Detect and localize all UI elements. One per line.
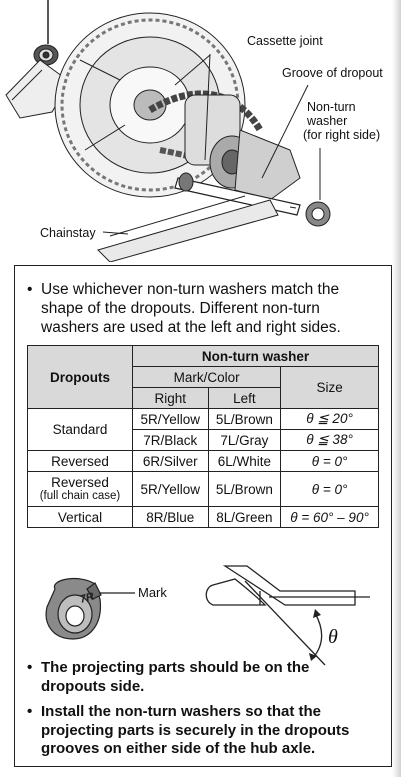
label-groove-of-dropout: Groove of dropout bbox=[282, 66, 383, 80]
cell-left: 6L/White bbox=[208, 451, 281, 472]
header-right: Right bbox=[133, 388, 209, 409]
dropout-reversed-fcc-line2: (full chain case) bbox=[39, 490, 121, 502]
bullet: • bbox=[27, 659, 33, 676]
label-washer-line1: Non-turn bbox=[307, 100, 356, 114]
cell-size: θ ≦ 38° bbox=[281, 430, 379, 451]
label-chainstay: Chainstay bbox=[40, 226, 96, 240]
label-washer-line2: washer bbox=[307, 114, 348, 128]
cell-size: θ = 0° bbox=[281, 472, 379, 507]
washer-stamp: 7R bbox=[78, 590, 96, 606]
right-non-turn-washer bbox=[306, 202, 330, 226]
dropout-vertical: Vertical bbox=[28, 507, 133, 528]
bullet-projecting-parts bbox=[27, 659, 377, 696]
cell-size: θ = 0° bbox=[281, 451, 379, 472]
note-text: Use whichever non-turn washers match the shape of the dropouts. Different non-turn washers are used at the left and right sides. bbox=[41, 281, 341, 336]
table-row bbox=[28, 507, 379, 528]
cell-left: 5L/Brown bbox=[208, 409, 281, 430]
header-size: Size bbox=[281, 367, 379, 409]
bullet: • bbox=[27, 703, 33, 720]
dropout-reversed-full-chain-case bbox=[28, 472, 133, 507]
header-left: Left bbox=[208, 388, 281, 409]
theta-symbol: θ bbox=[328, 626, 338, 648]
mark-label: Mark bbox=[138, 585, 167, 600]
non-turn-washer-table bbox=[27, 345, 379, 528]
instruction-box bbox=[14, 265, 392, 767]
cell-left: 5L/Brown bbox=[208, 472, 281, 507]
cell-left: 7L/Gray bbox=[208, 430, 281, 451]
washer-closeup-illustration bbox=[35, 569, 185, 649]
bullet-text: Install the non-turn washers so that the projecting parts is securely in the dropouts grooves on either side of the hub axle. bbox=[41, 703, 350, 757]
bullet-text: The projecting parts should be on the dropouts side. bbox=[41, 659, 310, 695]
bullet-install-washers bbox=[27, 703, 377, 759]
bullet: • bbox=[27, 281, 33, 298]
dropout-reversed-fcc-line1: Reversed bbox=[51, 475, 109, 490]
table-row bbox=[28, 472, 379, 507]
cell-right: 6R/Silver bbox=[133, 451, 209, 472]
header-non-turn-washer: Non-turn washer bbox=[133, 346, 379, 367]
cell-right: 5R/Yellow bbox=[133, 409, 209, 430]
header-dropouts: Dropouts bbox=[28, 346, 133, 409]
cell-right: 8R/Blue bbox=[133, 507, 209, 528]
label-washer-line3: (for right side) bbox=[303, 128, 381, 142]
cell-right: 5R/Yellow bbox=[133, 472, 209, 507]
cell-right: 7R/Black bbox=[133, 430, 209, 451]
label-cassette-joint: Cassette joint bbox=[247, 34, 323, 48]
table-row bbox=[28, 451, 379, 472]
cell-size: θ = 60° – 90° bbox=[281, 507, 379, 528]
dropout-standard: Standard bbox=[28, 409, 133, 451]
note-paragraph bbox=[27, 280, 377, 337]
dropout-angle-diagram bbox=[185, 561, 385, 671]
table-row bbox=[28, 409, 379, 430]
header-mark-color: Mark/Color bbox=[133, 367, 281, 388]
dropout-reversed: Reversed bbox=[28, 451, 133, 472]
cell-size: θ ≦ 20° bbox=[281, 409, 379, 430]
cell-left: 8L/Green bbox=[208, 507, 281, 528]
